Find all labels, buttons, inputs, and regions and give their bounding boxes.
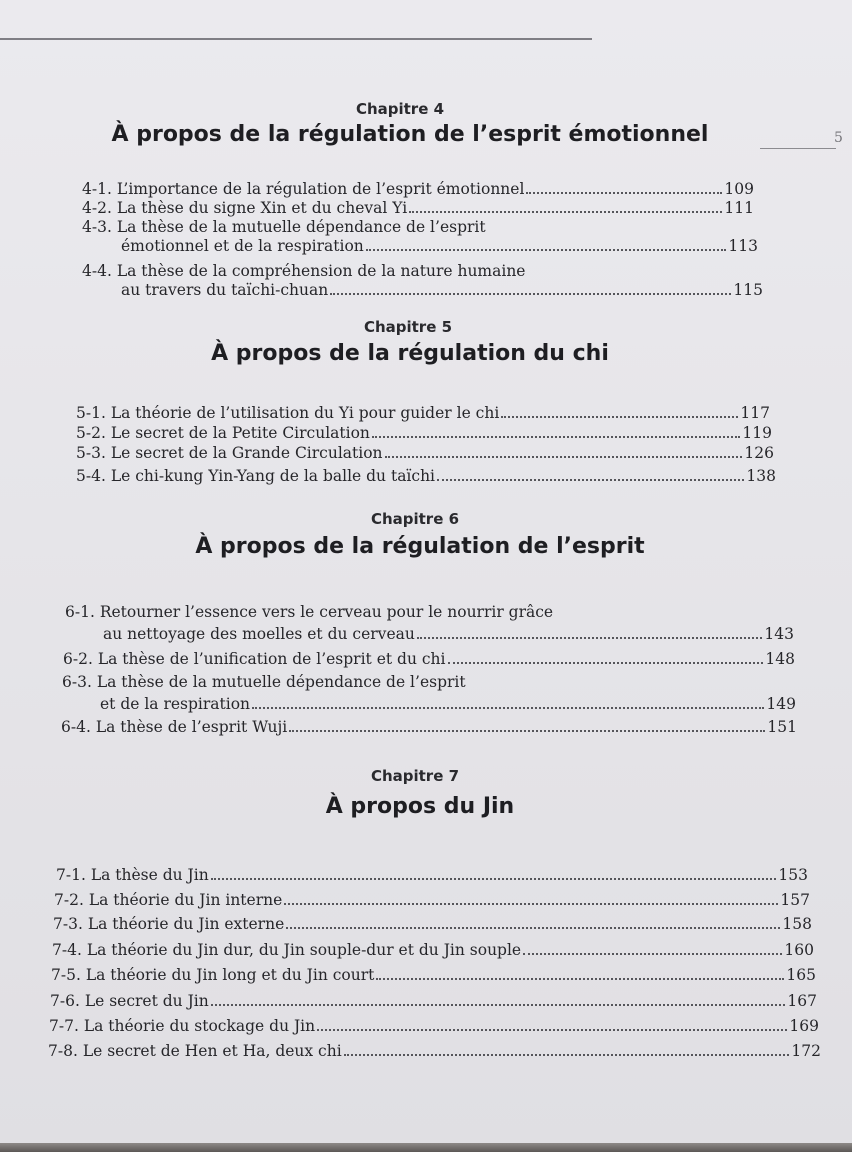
- entry-page: 165: [786, 966, 816, 984]
- leader-dots: [385, 446, 743, 458]
- leader-dots: [523, 943, 782, 955]
- leader-dots: [448, 652, 764, 664]
- entry-text: 7-8. Le secret de Hen et Ha, deux chi: [48, 1042, 342, 1060]
- entry-text: 5-3. Le secret de la Grande Circulation: [76, 444, 383, 462]
- entry-page: 143: [764, 625, 794, 643]
- entry-page: 111: [724, 199, 754, 217]
- chapter-4-label: Chapitre 4: [355, 100, 445, 118]
- entry-text: au nettoyage des moelles et du cerveau: [103, 625, 415, 643]
- entry-text: émotionnel et de la respiration: [121, 237, 364, 255]
- entry-page: 109: [724, 180, 754, 198]
- toc-entry-6-4[interactable]: [61, 718, 797, 736]
- toc-entry-4-3-line1[interactable]: 4-3. La thèse de la mutuelle dépendance de l’esprit: [82, 218, 486, 236]
- leader-dots: [284, 893, 778, 905]
- toc-entry-7-8[interactable]: [48, 1042, 821, 1060]
- leader-dots: [376, 968, 784, 980]
- entry-text: et de la respiration: [100, 695, 251, 713]
- toc-entry-6-1-line1[interactable]: 6-1. Retourner l’essence vers le cerveau pour le nourrir grâce: [65, 603, 554, 621]
- leader-dots: [317, 1019, 787, 1031]
- entry-text: 5-4. Le chi-kung Yin-Yang de la balle du taïchi: [76, 467, 436, 485]
- entry-text: 6-4. La thèse de l’esprit Wuji: [61, 718, 288, 736]
- leader-dots: [344, 1044, 790, 1056]
- entry-page: 167: [787, 992, 817, 1010]
- entry-page: 172: [791, 1042, 821, 1060]
- entry-page: 160: [784, 941, 814, 959]
- entry-page: 169: [789, 1017, 819, 1035]
- toc-entry-6-1[interactable]: [103, 625, 794, 643]
- leader-dots: [372, 426, 740, 438]
- entry-page: 115: [733, 281, 763, 299]
- toc-entry-4-2[interactable]: [82, 199, 754, 217]
- leader-dots: [286, 917, 780, 929]
- page-bottom-edge: [0, 1143, 852, 1152]
- toc-entry-5-2[interactable]: [76, 424, 772, 442]
- leader-dots: [252, 697, 764, 709]
- header-rule: [0, 38, 592, 40]
- chapter-7-label: Chapitre 7: [370, 767, 460, 785]
- entry-page: 138: [746, 467, 776, 485]
- toc-entry-7-6[interactable]: [50, 992, 817, 1010]
- entry-text: 5-1. La théorie de l’utilisation du Yi pour guider le chi: [76, 404, 500, 422]
- entry-text: 7-2. La théorie du Jin interne: [54, 891, 283, 909]
- entry-page: 148: [765, 650, 795, 668]
- margin-page-number: 5: [834, 130, 843, 146]
- entry-page: 117: [740, 404, 770, 422]
- entry-text: 4-2. La thèse du signe Xin et du cheval Yi: [82, 199, 408, 217]
- entry-text: 7-5. La théorie du Jin long et du Jin court: [51, 966, 375, 984]
- toc-entry-4-3[interactable]: [121, 237, 758, 255]
- toc-entry-4-4-line1[interactable]: 4-4. La thèse de la compréhension de la nature humaine: [82, 262, 526, 280]
- toc-entry-7-7[interactable]: [49, 1017, 819, 1035]
- toc-entry-6-3-line1[interactable]: 6-3. La thèse de la mutuelle dépendance de l’esprit: [62, 673, 466, 691]
- toc-entry-7-5[interactable]: [51, 966, 816, 984]
- leader-dots: [211, 994, 786, 1006]
- entry-page: 153: [778, 866, 808, 884]
- entry-page: 151: [767, 718, 797, 736]
- toc-entry-4-4[interactable]: [121, 281, 763, 299]
- toc-entry-6-2[interactable]: [63, 650, 795, 668]
- leader-dots: [409, 201, 722, 213]
- leader-dots: [526, 182, 722, 194]
- leader-dots: [366, 239, 727, 251]
- toc-entry-6-3[interactable]: [100, 695, 796, 713]
- leader-dots: [289, 720, 765, 732]
- chapter-5-title: À propos de la régulation du chi: [211, 341, 609, 366]
- leader-dots: [417, 627, 763, 639]
- leader-dots: [211, 868, 777, 880]
- chapter-5-label: Chapitre 5: [363, 318, 453, 336]
- toc-entry-7-1[interactable]: [56, 866, 808, 884]
- entry-text: 7-4. La théorie du Jin dur, du Jin souple-dur et du Jin souple: [52, 941, 522, 959]
- entry-page: 126: [744, 444, 774, 462]
- margin-rule: [760, 148, 836, 149]
- leader-dots: [501, 406, 738, 418]
- entry-page: 149: [766, 695, 796, 713]
- chapter-6-title: À propos de la régulation de l’esprit: [195, 534, 645, 559]
- toc-entry-5-3[interactable]: [76, 444, 774, 462]
- entry-text: 4-1. L’importance de la régulation de l’esprit émotionnel: [82, 180, 525, 198]
- toc-entry-5-4[interactable]: [76, 467, 776, 485]
- toc-entry-5-1[interactable]: [76, 404, 770, 422]
- entry-page: 113: [728, 237, 758, 255]
- leader-dots: [330, 283, 731, 295]
- entry-text: 7-3. La théorie du Jin externe: [53, 915, 285, 933]
- chapter-4-title: À propos de la régulation de l’esprit émotionnel: [111, 122, 709, 147]
- entry-page: 157: [780, 891, 810, 909]
- entry-text: 7-6. Le secret du Jin: [50, 992, 209, 1010]
- toc-entry-4-1[interactable]: [82, 180, 754, 198]
- leader-dots: [437, 469, 744, 481]
- toc-entry-7-2[interactable]: [54, 891, 810, 909]
- entry-page: 119: [742, 424, 772, 442]
- toc-entry-7-3[interactable]: [53, 915, 812, 933]
- entry-text: 7-1. La thèse du Jin: [56, 866, 209, 884]
- toc-entry-7-4[interactable]: [52, 941, 814, 959]
- entry-text: 6-2. La thèse de l’unification de l’esprit et du chi: [63, 650, 446, 668]
- chapter-7-title: À propos du Jin: [325, 794, 515, 819]
- entry-text: 5-2. Le secret de la Petite Circulation: [76, 424, 370, 442]
- entry-page: 158: [782, 915, 812, 933]
- entry-text: au travers du taïchi-chuan: [121, 281, 329, 299]
- chapter-6-label: Chapitre 6: [370, 510, 460, 528]
- entry-text: 7-7. La théorie du stockage du Jin: [49, 1017, 316, 1035]
